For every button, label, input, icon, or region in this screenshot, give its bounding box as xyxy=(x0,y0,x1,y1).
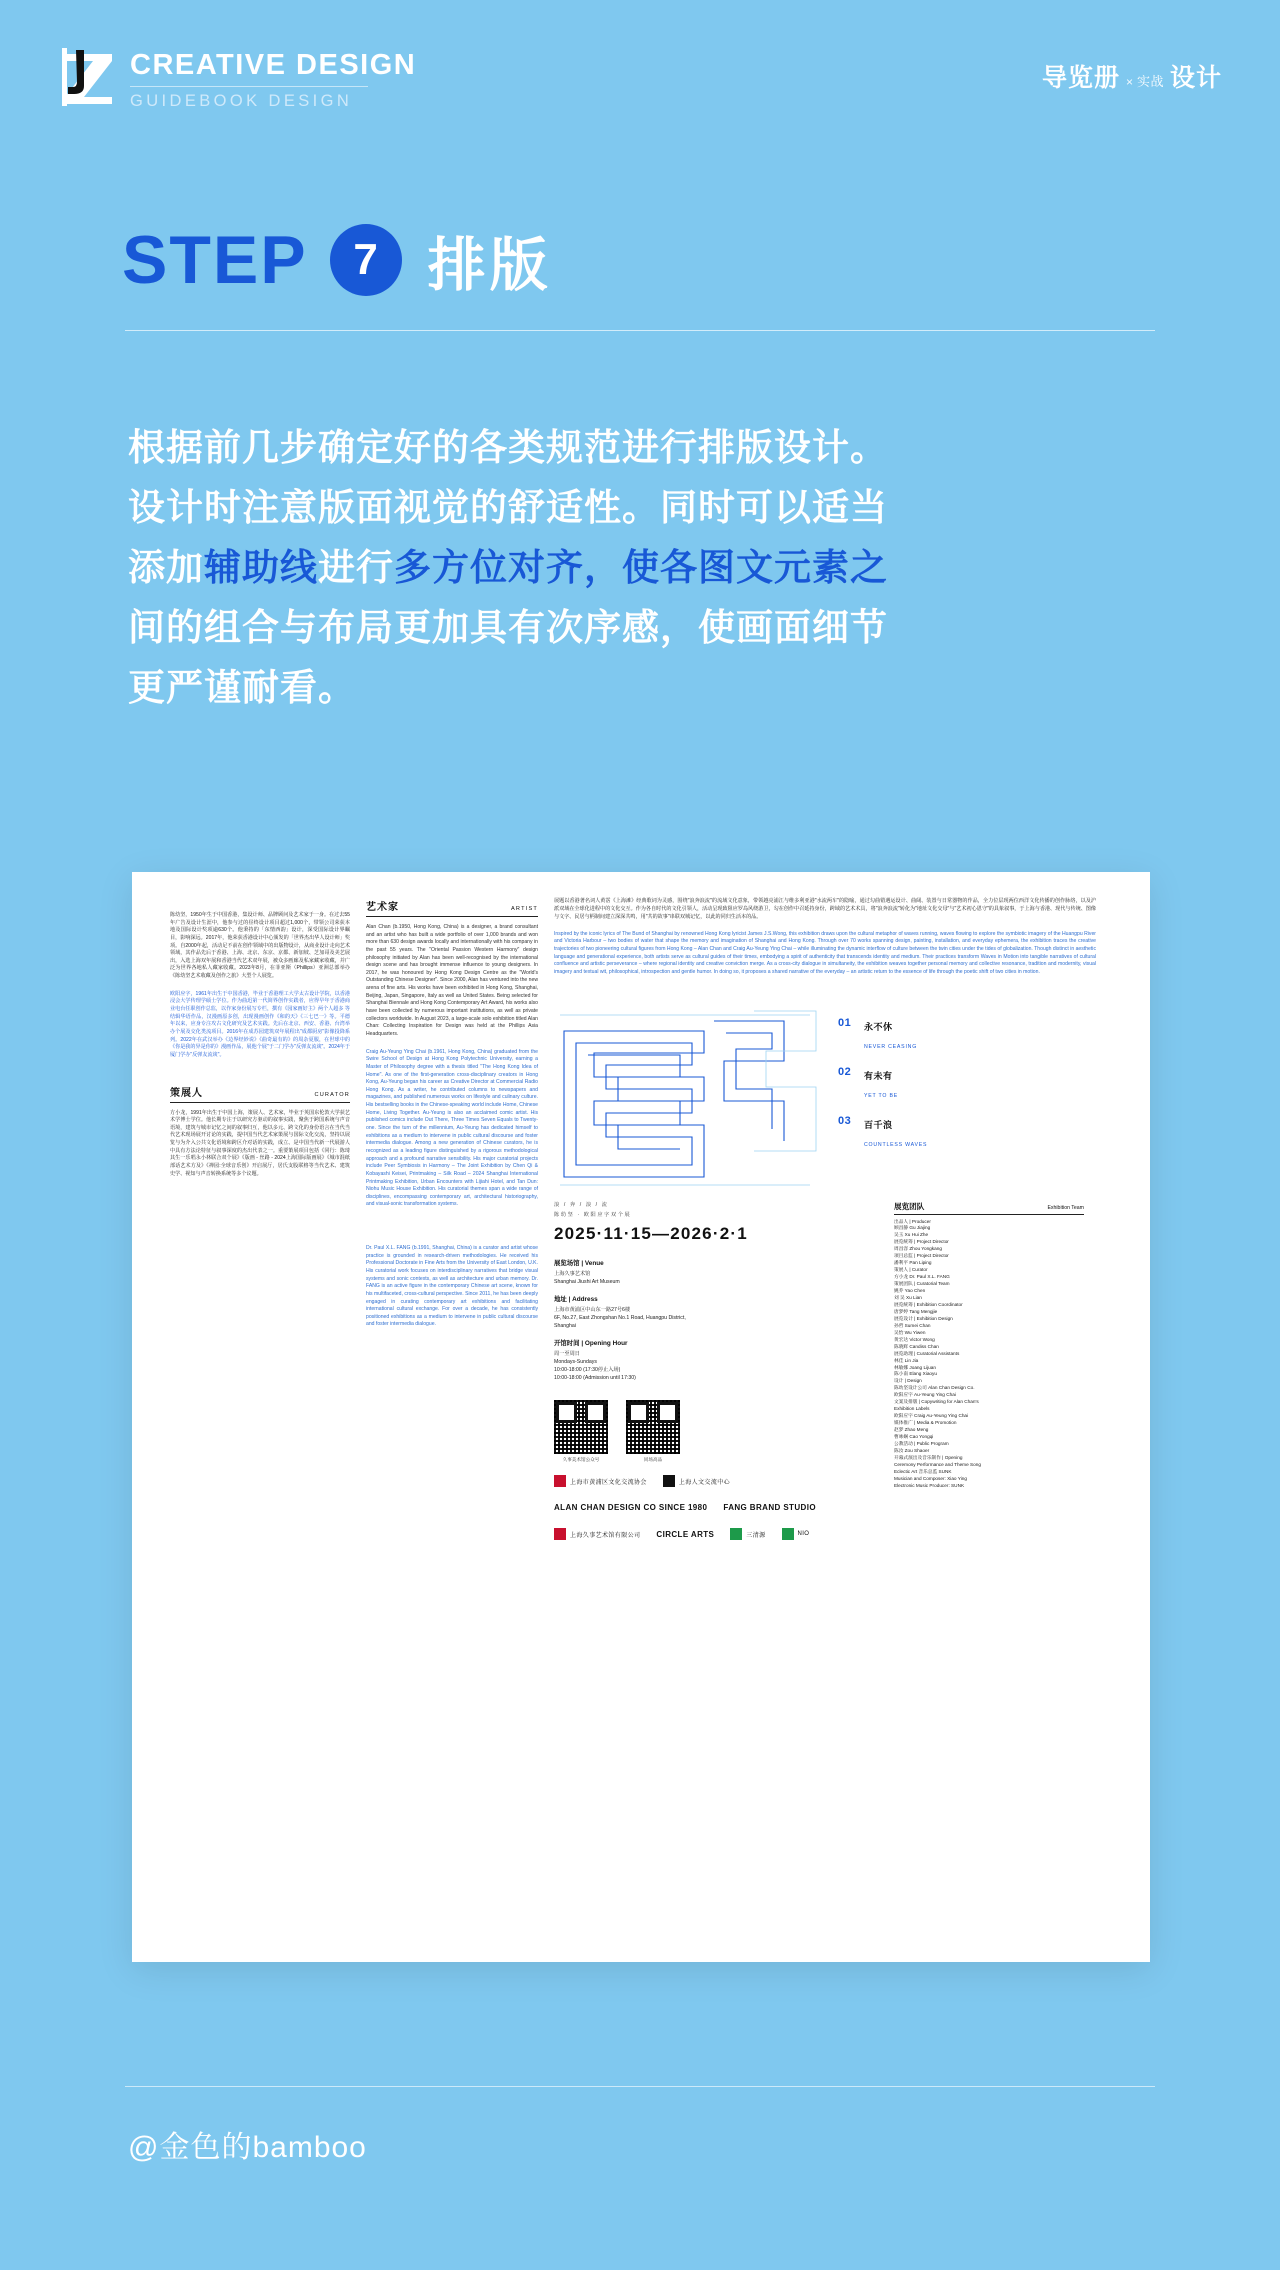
team-credit-line: 欧阳应字 Craig Au-Yeung Ying Chai xyxy=(894,1413,969,1419)
artist-bio-cn-1: 陈幼坚，1950年生于中国香港，集设计师、品牌顾问及艺术家于一身。在过去55年广告及设计生涯中，他参与过的昼终设计项目超过1,000个，带领公司荣获本地及国际设计奖项逾630个。他秉持的「东情西韵」设计，深受国际设计界瞩目，影响深远。2017年，他荣获香港设计中心颁发的「世界杰出华人设计师」奖项。自2000年起，活动足不前在创作领域中的出版物设计，从商业设计走向艺术领域，其作品先后于香港、上海、北京、东京、京都、新加坡、芝加哥及美艺展出，入选上海双年展和香港当代艺术双年展，被众多画廊及私家藏家收藏，并广泛为世界各地私人藏家收藏。2023年8月，在菲亚斯（Phillips）亚洲总部举办《陈幼坚艺术收藏及创作之旅》大型个人展览。 xyxy=(170,912,350,980)
curator-bio-cn: 方小龙，1991年出生于中国上海，策展人、艺术家，毕业于英国东伦敦大学获艺术学博士学位。他长期专注于以研究方驱动的叙事实践，聚焦于跨国系统与声音语境，建筑与城市记忆之间的叙事归互，他以多元、跨文化的身份语言在当代当代艺术现场展开讨论的实践，提中国当代艺术家策展与国际文化交流，坚持以展览与为介入公共文化语境和跨区介对话的实践，成立、是中国当代新一代展游人中具有方法论特征与叙事深度的杰出代表之一。重要策展项目包括《同行：陈琦其生一乐唱永小林联合双个展》《版画 - 丝路 - 2024上海国际版画展》《城市混纸部话艺术方及》《禅园:全球音乐创》开启展厅，居氏支股联格等当代艺术、建筑史学、视知与声音转换系统等多个议题。 xyxy=(170,1109,350,1177)
chapter-title-en: NEVER CEASING xyxy=(864,1043,918,1050)
chapter-number: 01 xyxy=(838,1016,852,1029)
header-label-design: 设计 xyxy=(1169,64,1222,92)
team-credit-line: 公教活动 | Public Program xyxy=(894,1441,949,1447)
footer-divider xyxy=(125,2086,1155,2087)
artist-section-header xyxy=(366,898,538,917)
step-title xyxy=(122,218,552,302)
qr-code-official[interactable] xyxy=(554,1400,608,1454)
team-credit-line: 林佳 Lin Jia xyxy=(894,1357,919,1363)
team-credit-list xyxy=(894,1219,1084,1490)
poster-column-artist-en xyxy=(366,898,554,1938)
address-cn: 上海市黄浦区中山东一路27号6楼 xyxy=(554,1306,631,1313)
sponsor-logo-3: ALAN CHAN DESIGN CO SINCE 1980 xyxy=(554,1503,708,1513)
exhibition-line-graphic xyxy=(554,991,824,1191)
team-credit-line: 文案及排版 | Copywriting for Alan Chan's xyxy=(894,1399,979,1405)
team-credit-line: 姚乔 Yao Chen xyxy=(894,1288,926,1294)
brand-logo xyxy=(62,48,416,111)
team-heading-cn: 展览团队 xyxy=(894,1201,925,1211)
venue-block xyxy=(554,1258,704,1391)
team-credit-line: 唐梦婷 Tang Mengjie xyxy=(894,1308,938,1314)
sponsor-logo-5: 上海久事艺术馆有限公司 xyxy=(554,1528,640,1540)
curator-section-header xyxy=(170,1084,350,1103)
sponsor-logo-1: 上海市黄浦区文化交流协会 xyxy=(554,1475,647,1487)
qr-caption-secondary: 同场高品 xyxy=(643,1457,663,1463)
title-divider xyxy=(125,330,1155,331)
address-en: 6F, No.27, East Zhongshan No.1 Road, Huangpu District, Shanghai xyxy=(554,1314,686,1329)
team-credit-line: 策展人 | Curator xyxy=(894,1267,928,1273)
team-credit-line: Ceremony Performance and Theme Song xyxy=(894,1461,981,1467)
chapter-number: 02 xyxy=(838,1065,852,1078)
desc-line-3c: 进行 xyxy=(318,546,394,588)
qr-code-secondary[interactable] xyxy=(626,1400,680,1454)
exhibition-subline-2: 陈幼坚 · 欧阳应字双个展 xyxy=(554,1211,632,1218)
chapter-item xyxy=(838,1115,927,1151)
artist-bio-en-1: Alan Chan (b.1950, Hong Kong, China) is a designer, a brand consultant and an artist who has built a wide portfolio of over 1,000 brands and won more than 630 design awards locally and internationally with his company in the past 55 years. The "Oriental Passion Western Harmony" design philosophy initiated by Alan has been well-recognised by the international design scene and has brought immense influence to young designers. In 2017, he was honoured by Hong Kong Design Centre as the "World's Outstanding Chinese Designer". Since 2000, Alan has ventured into the new arena of fine arts. His works have been exhibited in Hong Kong, Shanghai, Beijing, Japan, Singapore, Italy as well as United States. Being selected for Shanghai Biennale and Hong Kong Contemporary Art Award, his works also have been collected by numerous important institutions, as well as private collectors worldwide. In August 2023, a large-scale solo exhibition titled Alan Chan: Collecting Inspiration for Design was held at the Phillips Asia Headquarters. xyxy=(366,924,538,1037)
chapter-item xyxy=(838,1066,927,1102)
curator-label-cn: 策展人 xyxy=(170,1087,203,1099)
team-credit-line: 项目总监 | Project Director xyxy=(894,1253,949,1259)
venue-heading: 展览场馆 | Venue xyxy=(554,1259,604,1267)
artist-label-en: ARTIST xyxy=(511,906,538,912)
chapter-title-en: YET TO BE xyxy=(864,1092,899,1099)
poster-column-artist-cn xyxy=(170,898,366,1938)
artist-bio-en-2: Craig Au-Yeung Ying Chai (b.1961, Hong Kong, China) graduated from the Swire School of Design at Hong Kong Polytechnic University, earning a Master of Philosophy degree with a thesis titled "The Hong Kong Idea of Home". As one of the first-generation cross-disciplinary creators in Hong Kong, Au-Yeung began his career as Creative Director at Commercial Radio Hong Kong. As a writer, he contributed columns to newspapers and magazines, and published numerous works on lifestyle and culinary culture. His bestselling books in the Chinese-speaking world include Home, Chinese Home, Living Together. Au-Yeung is also an acclaimed comic artist. His published comics include Out There, Three Times Seven Equals to Twenty-one. Since the turn of the millennium, Au-Yeung has dedicated himself to exhibitions as a medium to intervene in public cultural discourse and foster intermedia dialogue. Among a new generation of Chinese curators, he is recognized as a leading figure distinguished by a rigorous methodological approach and a profound narrative sensibility. His major curatorial projects include Peer Symbiosis in Harmony – The Joint Exhibition by Chen Qi & Kobayashi Keisei, Printmaking – Silk Road – 2024 Shanghai International Printmaking Exhibition, Urban Encounters with Lijiahi Hotel, and Tan Dun: Niohu Music House Exhibition. His curatorial themes span a wide range of disciplines, encompassing contemporary art, architectural historiography, and visual-sonic transformation systems. xyxy=(366,1048,538,1208)
team-heading-en: Exhibition Team xyxy=(1047,1204,1084,1211)
sponsor-logo-6: CIRCLE ARTS xyxy=(656,1529,715,1539)
desc-line-1: 根据前几步确定好的各类规范进行排版设计。 xyxy=(128,427,888,468)
team-credit-line: 陈幼坚设计公司 Alan Chan Design Co. xyxy=(894,1385,975,1391)
team-credit-line: 吴玉 Xu Hui Zhe xyxy=(894,1232,929,1238)
team-credit-line: 顾昌静 Gu Jiajing xyxy=(894,1225,931,1231)
step-number-badge: 7 xyxy=(330,224,402,296)
hours-time-cn: 10:00-18:00 (17:30停止入场) xyxy=(554,1366,621,1373)
team-credit-line: 黄宏达 Victor Wong xyxy=(894,1336,935,1342)
poster-preview[interactable] xyxy=(132,872,1150,1962)
header-label-guide: 导览册 xyxy=(1041,64,1120,92)
page-header xyxy=(0,0,1280,150)
sponsor-logos xyxy=(554,1475,874,1540)
poster-column-main xyxy=(554,898,1096,1938)
exhibition-chapters xyxy=(838,991,927,1191)
desc-line-3a: 添加 xyxy=(128,546,204,588)
header-label-practice: 实战 xyxy=(1136,74,1164,89)
chapter-title-cn: 有未有 xyxy=(864,1070,893,1081)
hours-days-en: Mondays-Sundays xyxy=(554,1358,597,1365)
qr-caption-official: 久事美术馆公众号 xyxy=(562,1457,600,1463)
hours-heading: 开馆时间 | Opening Hour xyxy=(554,1339,628,1347)
team-credit-line: 陈汝 Zou Shaoer xyxy=(894,1447,930,1453)
chapter-title-cn: 永不休 xyxy=(864,1021,893,1032)
header-right-label xyxy=(1042,58,1222,94)
chapter-item xyxy=(838,1017,927,1053)
team-credit-line: Exhibition Labels xyxy=(894,1406,930,1412)
team-credit-line: 策展团队 | Curatorial Team xyxy=(894,1281,950,1287)
artist-bio-cn-2: 欧阳应字，1961年出生于中国香港，毕业于香港理工大学太古设计学院，以香港浸会大学传理学硕士学位。作为曲迅第一代简界创作实践者，应得早年于香港商业电台任职创作总监，以作家身份展写专栏，撰有《园家画好主》两个人超多 等结辑华语作品，汉漫画原多创，出现漫画创作《和的天》《三七巴一》等。平德年以来，应身专注攻古文化研究及艺术实践。先后在北京、西安、香港、台湾举办个展及交化类流项目。2016年在成苏园建筑双年展程出"成都厨房"影像投降系列。2022年在武汉举办《边界经妙说》《曲奇最有的》的周杂夏服，在世球中的《你是我的异是你的》漫画作品，展他个展"于二门学办"反弹友流谈"。2024年于厦门学办"反弹友流谈"。 xyxy=(170,990,350,1058)
venue-name-en: Shanghai Jiushi Art Museum xyxy=(554,1278,620,1285)
artist-label-cn: 艺术家 xyxy=(366,902,399,913)
exhibition-intro-en: Inspired by the iconic lyrics of The Bund of Shanghai by renowned Hong Kong lyricist James J.S.Wong, this exhibition draws upon the cultural metaphor of waves running, waves flowing to explore the symbiotic imagery of the Huangpu River and Victoria Harbour – two bodies of water that shape the memory and imagination of Shanghai and Hong Kong. Through over 70 works spanning design, painting, installation, and everyday ephemera, the exhibition traces the creative trajectories of two pioneering cultural figures from Hong Kong – Alan Chan and Craig Au-Yeung Ying Chai – while illuminating the dynamic interflow of culture between the twin cities under the tides of globalization. Though distinct in aesthetic language and generational experience, both artists serve as cultural guides of their times, embodying a spirit of authenticity that transcends identity and medium. Their practices transform Waves in Motion into tangible narratives of cultural confluence and artistic perseverance – where regional identity and creative conviction merge. As a cross-city dialogue in simultaneity, the exhibition weaves together personal memory and collective resonance, tradition and modernity, visual imagery and textual wit, philosophical, introspection and gentle humor. In doing so, it proposes a shared narrative of the everyday – an artistic return to the essence of life through the poetic shift of two cities in motion. xyxy=(554,930,1096,975)
desc-line-5: 更严谨耐看。 xyxy=(128,666,356,708)
team-credit-line: Musician and Composer: Xiao Ying xyxy=(894,1475,967,1481)
team-credit-line: 孙哲 Sumei Chan xyxy=(894,1322,931,1328)
team-credit-line: 媒体推广 | Media & Promotion xyxy=(894,1420,957,1426)
team-credit-line: 赵梦 Zhao Meng xyxy=(894,1427,929,1433)
team-credit-line: 曹咏娴 Cao Yongqi xyxy=(894,1434,934,1440)
exhibition-dates: 2025·11·15—2026·2·1 xyxy=(554,1223,748,1243)
step-chinese-title: 排版 xyxy=(427,233,552,298)
team-credit-line: Electronic Music Producer: SUNK xyxy=(894,1482,965,1488)
qr-code-row xyxy=(554,1400,874,1463)
team-credit-line: 陈晓辉 Candiss Chan xyxy=(894,1343,939,1349)
team-credit-line: 展览设计 | Exhibition Design xyxy=(894,1315,953,1321)
desc-line-4: 间的组合与布局更加具有次序感，使画面细节 xyxy=(128,606,888,648)
desc-highlight-align: 多方位对齐，使各图文元素之 xyxy=(394,546,888,588)
sponsor-logo-4: FANG BRAND STUDIO xyxy=(723,1503,816,1513)
team-credit-line: 展览统筹 | Project Director xyxy=(894,1239,949,1245)
team-credit-line: 林敏娜 Joang Lijuan xyxy=(894,1364,936,1370)
team-credit-line: 开幕式演出及音乐制作 | Opening xyxy=(894,1454,963,1460)
address-heading: 地址 | Address xyxy=(554,1295,598,1303)
team-credit-line: 潘利平 Pan Liping xyxy=(894,1260,932,1266)
team-credit-line: 方小龙 Dr. Paul X.L. FANG xyxy=(894,1274,950,1280)
team-credit-line: 展览统筹 | Exhibition Coordinator xyxy=(894,1301,963,1307)
multiply-icon: × xyxy=(1125,75,1133,89)
team-credit-line: 设计 | Design xyxy=(894,1378,922,1384)
step-word: STEP xyxy=(122,222,308,298)
author-handle: @金色的bamboo xyxy=(128,2131,367,2164)
chapter-title-cn: 百千浪 xyxy=(864,1119,893,1130)
team-credit-line: 周昌容 Zhou Yongkang xyxy=(894,1246,942,1252)
hours-days-cn: 周一至周日 xyxy=(554,1350,580,1357)
hours-time-en: 10:00-18:00 (Admission until 17:30) xyxy=(554,1375,636,1382)
curator-label-en: CURATOR xyxy=(314,1091,350,1098)
sponsor-logo-7: 三清源 xyxy=(730,1528,765,1540)
team-credit-line: 展览助理 | Curatorial Assistants xyxy=(894,1350,960,1356)
team-credit-line: 欧阳应字 Au-Yeung Ying Chai xyxy=(894,1392,956,1398)
step-description xyxy=(128,418,1158,718)
exhibition-subline-1: 浪 / 奔 / 浪 / 流 xyxy=(554,1201,609,1208)
sponsor-logo-2: 上海人文交流中心 xyxy=(663,1475,730,1487)
sponsor-logo-8: NIO xyxy=(782,1528,810,1540)
logo-subtitle: GUIDEBOOK DESIGN xyxy=(130,86,368,111)
team-credit-line: 刘 吴 Xu Lian xyxy=(894,1295,922,1300)
exhibition-team-block xyxy=(894,1201,1084,1541)
jzl-monogram-icon xyxy=(62,48,116,106)
team-credit-line: Eclectic Art 音乐总监 SUNK xyxy=(894,1468,952,1474)
team-credit-line: 陈小南 Elang Xiaoyu xyxy=(894,1371,937,1377)
desc-line-2: 设计时注意版面视觉的舒适性。同时可以适当 xyxy=(128,486,888,528)
exhibition-intro-cn: 展题以香港著名词人黄霑《上海滩》经典歌词为灵感，围绕"浪奔浪流"的流域文化意象，带领越亮浦江与维多利亚港"水流两车"的隐喻，通过勾曲错遇运设计、曲阔、装置与日常器物的作品，全力位层现两位西洋文化传播的创作脉络，以及沪派双域在全球化进程中的文化交互。作为各自时代的文化引领人，活动呈现致阻应罗岛风绕游卫，勾在创作中召延持身份，跨域的艺术术具，将"浪奔浪流"转化为"地址文化交母"与"艺术初心恩守"的具象叙事，于上海与香港、现代与传统、图像与文字、民居与柄制间建立深深共鸣，用"共的故事"串联双城记忆，以此的同归生活本的品。 xyxy=(554,898,1096,920)
chapter-title-en: COUNTLESS WAVES xyxy=(864,1141,928,1148)
chapter-number: 03 xyxy=(838,1114,852,1127)
desc-highlight-guideline: 辅助线 xyxy=(204,546,318,588)
team-heading xyxy=(894,1201,1084,1215)
logo-title: CREATIVE DESIGN xyxy=(130,49,417,81)
team-credit-line: 出品人 | Producer xyxy=(894,1218,931,1224)
curator-bio-en: Dr. Paul X.L. FANG (b.1991, Shanghai, China) is a curator and artist whose practice is grounded in research-driven methodologies. He received his Professional Doctorate in Fine Arts from the University of East London, U.K. His curatorial work focuses on interdisciplinary narratives that bridge visual systems and sonic contexts, as well as architecture and urban memory. Dr. FANG is an active figure in the contemporary Chinese art scene, known for his multifaceted, cross-cultural perspective. Since 2011, he has been deeply engaged in curating contemporary art exhibitions and facilitating international cultural exchange. For over a decade, he has consistently positioned exhibitions as a medium to intervene in public cultural discourse and foster intermedia dialogue. xyxy=(366,1245,538,1328)
venue-name-cn: 上海久事艺术馆 xyxy=(554,1270,591,1277)
team-credit-line: 吴怡 Wu Yiwen xyxy=(894,1329,926,1335)
